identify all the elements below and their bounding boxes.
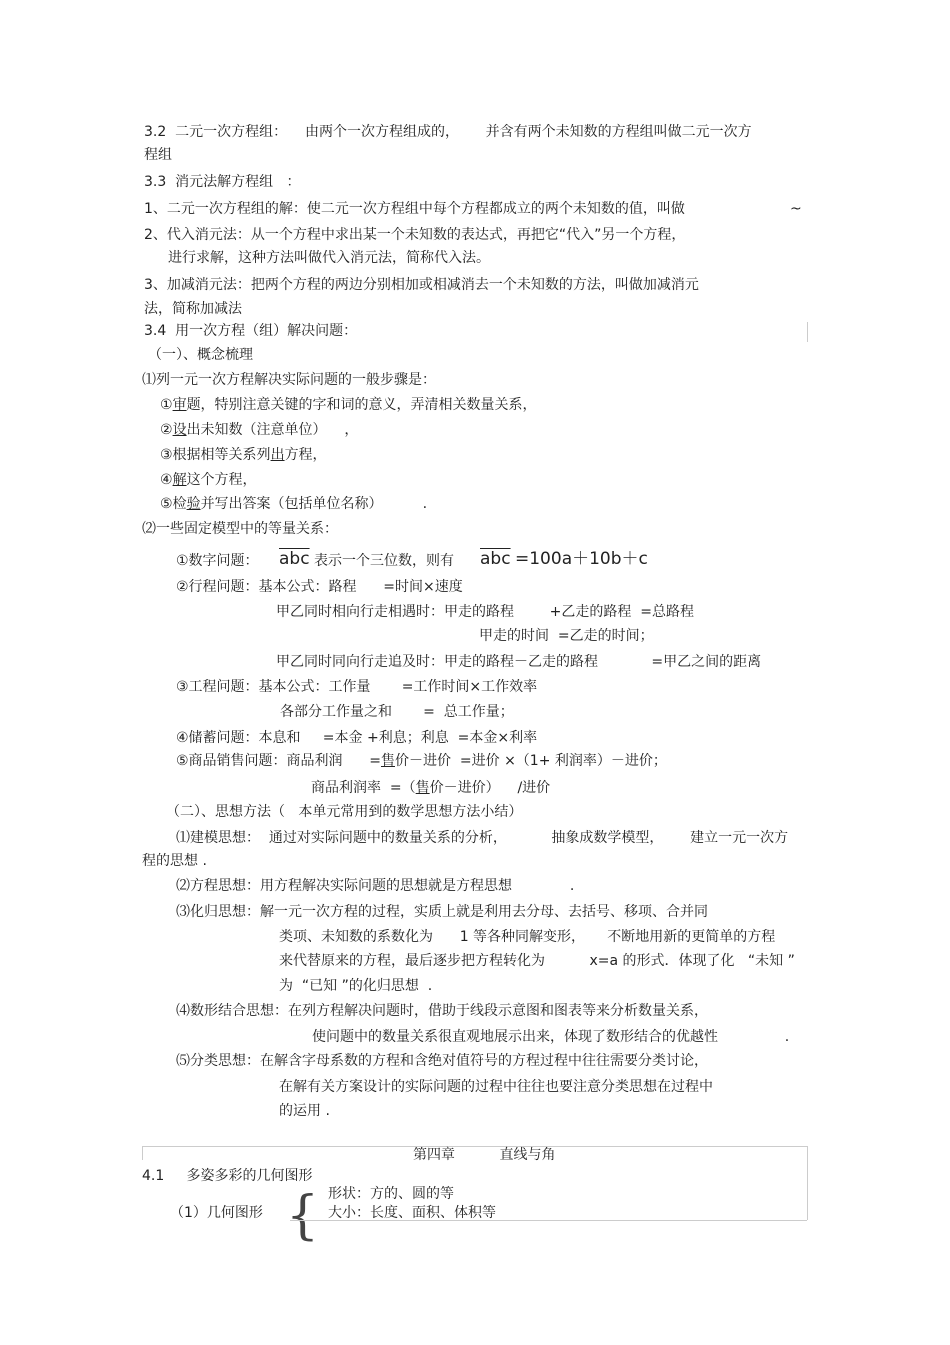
formula: =100a＋10b＋c — [515, 549, 648, 569]
model-line: 表示一个三位数，则有 — [314, 553, 454, 569]
step-line: ⑤检验并写出答案（包括单位名称） . — [160, 496, 428, 512]
text-line: 法，简称加减法 — [144, 301, 242, 317]
step-line: ②设出未知数（注意单位） ， — [160, 422, 359, 438]
text-line: 程的思想 . — [142, 853, 207, 869]
margin-rule-top — [807, 322, 808, 342]
model-line: ⑤商品销售问题：商品利润 =售价－进价 =进价 ×（1+ 利润率）－进价； — [176, 753, 667, 769]
text-line: 3、加减消元法：把两个方程的两边分别相加或相减消去一个未知数的方法，叫做加减消元 — [144, 277, 699, 293]
section-heading: 4.1 多姿多彩的几何图形 — [142, 1168, 313, 1184]
text-line: 类项、未知数的系数化为 1 等各种同解变形， 不断地用新的更简单的方程 — [279, 929, 776, 945]
text-line: 1、二元一次方程组的解：使二元一次方程组中每个方程都成立的两个未知数的值，叫做 — [144, 201, 685, 217]
text-line: ⑵一些固定模型中的等量关系： — [142, 521, 338, 537]
overlined-abc: $\overline{abc}$ — [279, 549, 310, 569]
text-line: ⑴建模思想： 通过对实际问题中的数量关系的分析， 抽象成数学模型， 建立一元一次方 — [176, 830, 789, 846]
chapter-rule-left — [142, 1146, 143, 1160]
model-line: ③工程问题：基本公式：工作量 =工作时间×工作效率 — [176, 679, 538, 695]
sub-heading: （二）、思想方法（ 本单元常用到的数学思想方法小结） — [166, 804, 523, 820]
brace-label: （1）几何图形 — [170, 1205, 263, 1221]
model-line: 甲乙同时同向行走追及时：甲走的路程－乙走的路程 =甲乙之间的距离 — [276, 654, 762, 670]
text-line: 3.2 二元一次方程组： 由两个一次方程组成的， 并含有两个未知数的方程组叫做二元一次方 — [144, 124, 752, 140]
step-line: ③根据相等关系列出方程， — [160, 447, 327, 463]
text-line: 程组 — [144, 147, 172, 163]
text-mark: ~ — [790, 201, 802, 217]
sub-heading: （一）、概念梳理 — [148, 347, 253, 363]
overlined-abc: $\overline{abc}$ — [480, 549, 511, 569]
model-line: ②行程问题：基本公式：路程 =时间×速度 — [176, 579, 463, 595]
left-brace-icon: { — [286, 1186, 320, 1246]
step-line: ④解这个方程， — [160, 472, 257, 488]
section-heading: 3.3 消元法解方程组 ： — [144, 174, 301, 190]
text-line: ⑷数形结合思想：在列方程解决问题时，借助于线段示意图和图表等来分析数量关系， — [176, 1003, 708, 1019]
model-line: 商品利润率 =（售价－进价） /进价 — [311, 780, 551, 796]
section-heading: 3.4 用一次方程（组）解决问题： — [144, 323, 358, 339]
model-line: 甲走的时间 =乙走的时间； — [479, 628, 654, 644]
step-line: ①审题，特别注意关键的字和词的意义，弄清相关数量关系， — [160, 397, 537, 413]
model-line: ①数字问题： — [176, 553, 259, 569]
text-line: ⑴列一元一次方程解决实际问题的一般步骤是： — [142, 372, 436, 388]
text-line: ⑶化归思想：解一元一次方程的过程，实质上就是利用去分母、去括号、移项、合并同 — [176, 904, 708, 920]
text-line: 的运用 . — [279, 1103, 330, 1119]
text-line: ⑵方程思想：用方程解决实际问题的思想就是方程思想 . — [176, 878, 575, 894]
chapter-rule-right — [807, 1146, 808, 1220]
model-line: ④储蓄问题：本息和 =本金 +利息；利息 =本金×利率 — [176, 730, 538, 746]
model-line: 甲乙同时相向行走相遇时：甲走的路程 +乙走的路程 =总路程 — [276, 604, 694, 620]
text-line: 来代替原来的方程，最后逐步把方程转化为 x=a 的形式．体现了化 “未知 ” — [279, 953, 795, 969]
text-line: 为 “已知 ”的化归思想 . — [279, 978, 433, 994]
bottom-rule — [290, 1220, 807, 1221]
brace-item: 形状：方的、圆的等 — [328, 1186, 454, 1202]
chapter-title: 第四章 直线与角 — [413, 1147, 556, 1163]
model-line: 各部分工作量之和 = 总工作量； — [280, 704, 514, 720]
text-line: 使问题中的数量关系很直观地展示出来，体现了数形结合的优越性 . — [312, 1029, 790, 1045]
text-line: 进行求解，这种方法叫做代入消元法，简称代入法。 — [168, 250, 490, 266]
text-line: 在解有关方案设计的实际问题的过程中往往也要注意分类思想在过程中 — [279, 1079, 713, 1095]
text-line: 2、代入消元法：从一个方程中求出某一个未知数的表达式，再把它“代入”另一个方程， — [144, 227, 686, 243]
text-line: ⑸分类思想：在解含字母系数的方程和含绝对值符号的方程过程中往往需要分类讨论， — [176, 1053, 708, 1069]
brace-item: 大小：长度、面积、体积等 — [328, 1205, 496, 1221]
